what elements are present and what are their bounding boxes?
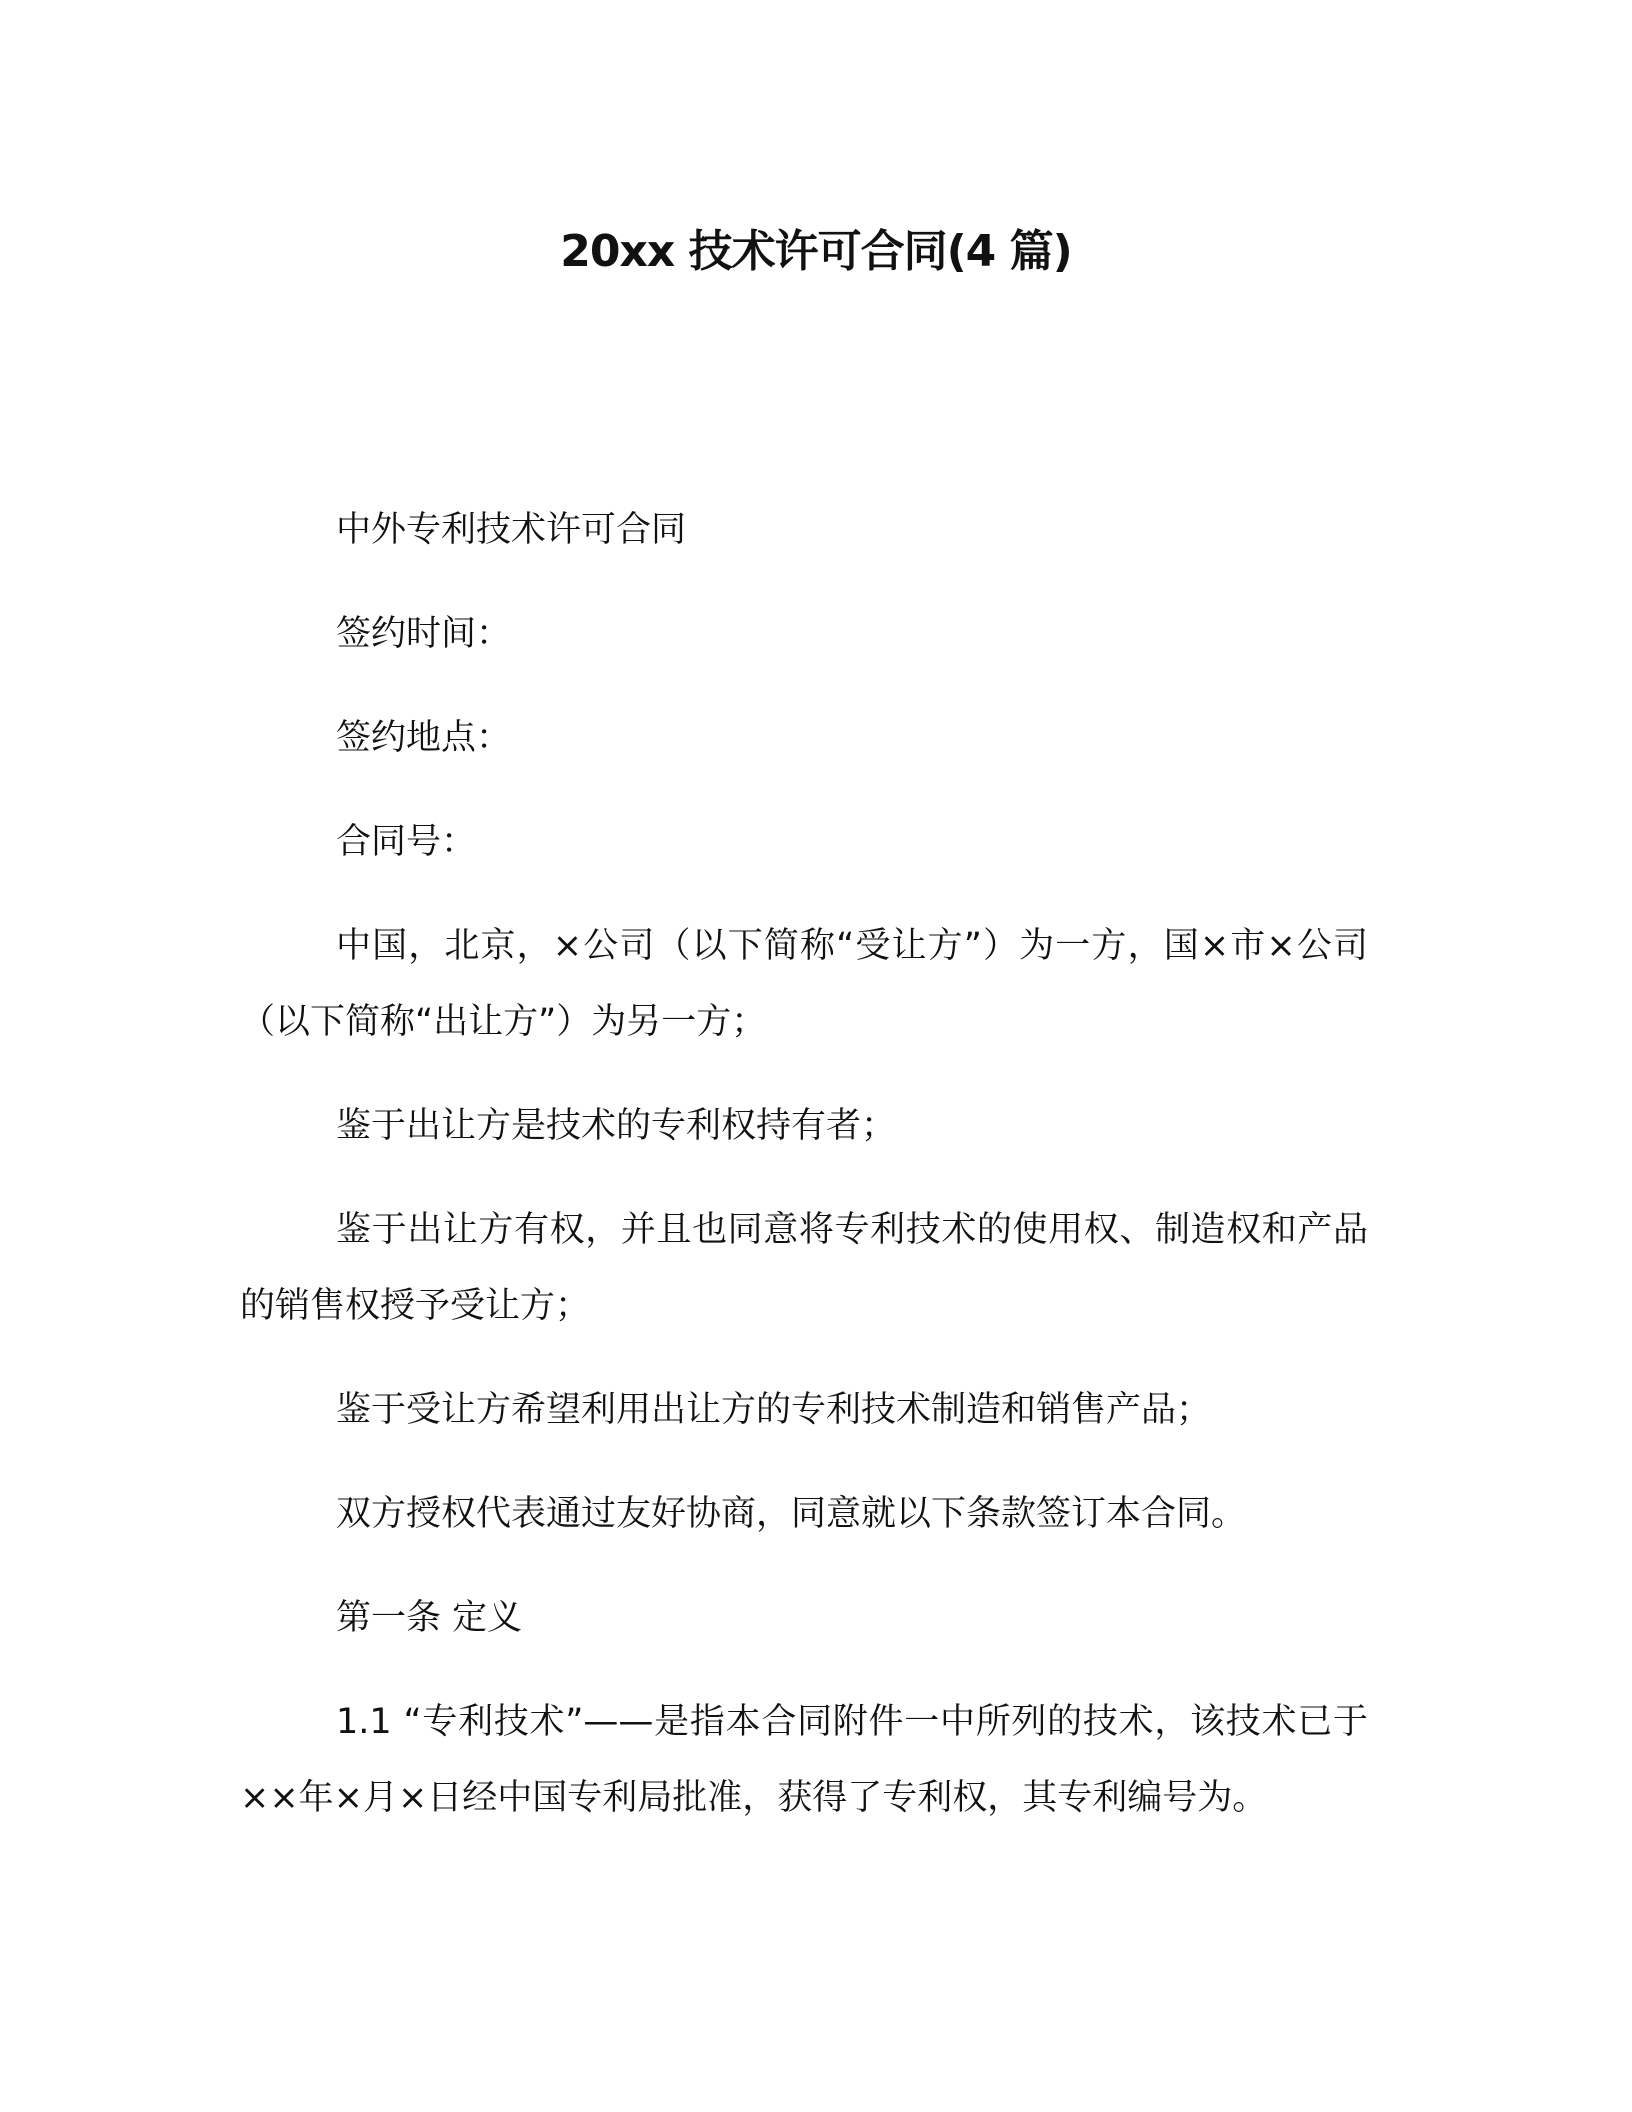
document-title: 20xx 技术许可合同(4 篇) (560, 226, 1072, 277)
whereas-paragraph-2: 鉴于出让方有权，并且也同意将专利技术的使用权、制造权和产品的销售权授予受让方； (240, 1210, 1368, 1326)
document-body (240, 492, 1368, 1864)
parties-paragraph: 中国，北京，×公司（以下简称“受让方”）为一方，国×市×公司（以下简称“出让方”）为另一方； (240, 926, 1368, 1042)
whereas-paragraph-3: 鉴于受让方希望利用出让方的专利技术制造和销售产品； (336, 1390, 1212, 1430)
contract-number-paragraph: 合同号： (336, 822, 477, 862)
agreement-paragraph: 双方授权代表通过友好协商，同意就以下条款签订本合同。 (336, 1494, 1247, 1534)
article-heading: 第一条 定义 (336, 1598, 523, 1638)
signing-place-paragraph: 签约地点： (336, 718, 512, 758)
whereas-paragraph-1: 鉴于出让方是技术的专利权持有者； (336, 1106, 897, 1146)
signing-time-paragraph: 签约时间： (336, 614, 512, 654)
contract-name-paragraph: 中外专利技术许可合同 (336, 510, 687, 550)
definition-paragraph: 1.1 “专利技术”——是指本合同附件一中所列的技术，该技术已于××年×月×日经中国专利局批准，获得了专利权，其专利编号为。 (240, 1702, 1368, 1818)
